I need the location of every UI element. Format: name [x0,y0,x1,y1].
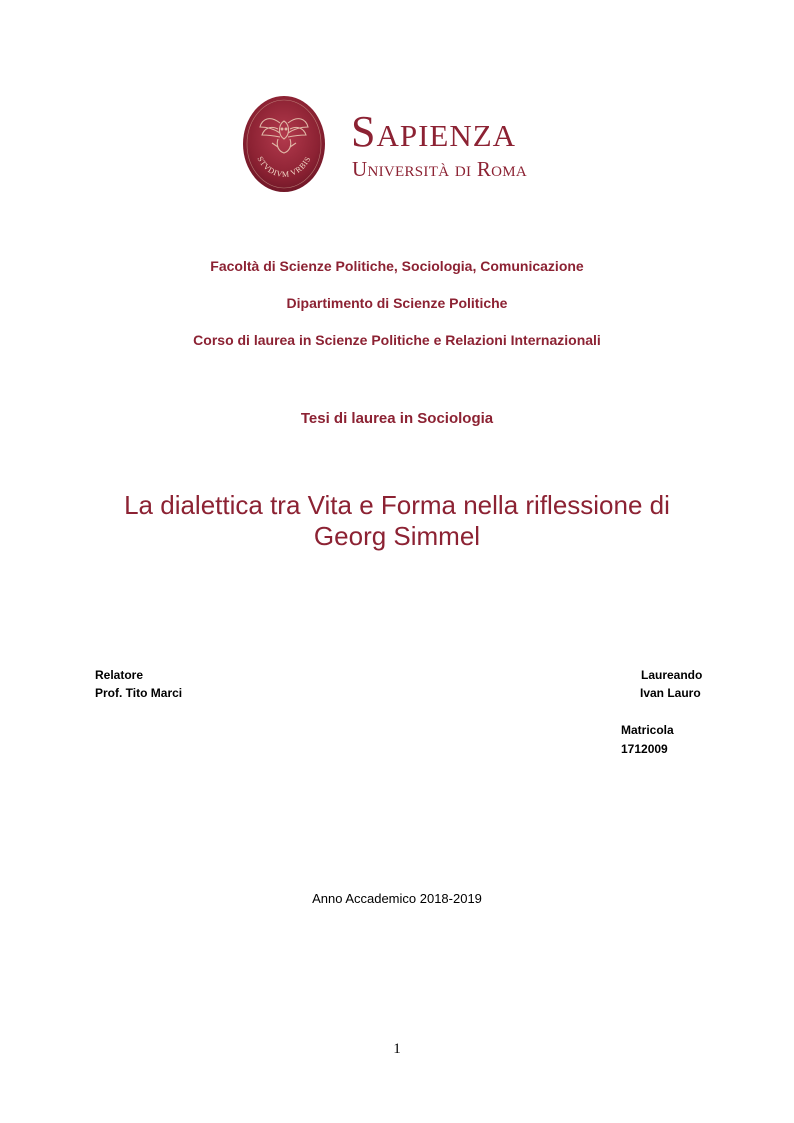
thesis-type: Tesi di laurea in Sociologia [300,410,494,427]
matricola-label: Matricola [621,723,674,737]
logo-wordmark-subtitle [352,158,527,180]
faculty-heading: Facoltà di Scienze Politiche, Sociologia, Comunicazione [210,258,584,274]
thesis-title-line-1: La dialettica tra Vita e Forma nella riflessione di [124,490,670,520]
matricola-value: 1712009 [621,742,668,756]
logo-title-text: Sapienza [351,107,517,156]
course-heading: Corso di laurea in Scienze Politiche e Relazioni Internazionali [193,332,601,348]
candidate-name: Ivan Lauro [640,686,701,700]
logo-wordmark-title [351,107,517,156]
thesis-title [0,490,794,552]
sapienza-seal-logo [242,95,326,193]
thesis-title-line-2: Georg Simmel [313,521,481,551]
department-heading: Dipartimento di Scienze Politiche [286,295,508,311]
supervisor-name: Prof. Tito Marci [95,686,183,700]
candidate-label: Laureando [641,668,703,682]
academic-year: Anno Accademico 2018-2019 [312,891,482,906]
logo-subtitle-text: Università di Roma [352,157,528,181]
supervisor-label: Relatore [95,668,144,682]
page-number: 1 [393,1041,401,1057]
svg-text:STVDIVM VRBIS: STVDIVM VRBIS [255,154,313,179]
